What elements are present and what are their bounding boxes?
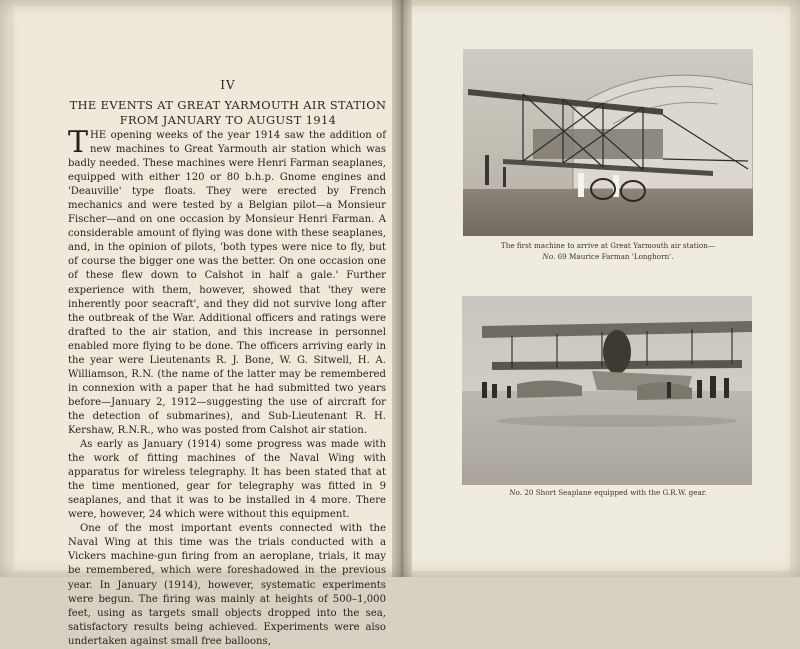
book-gutter (392, 0, 412, 577)
photo-short-seaplane (462, 296, 752, 485)
chapter-title-line2: FROM JANUARY TO AUGUST 1914 (119, 113, 337, 127)
photo1-caption-line1: The first machine to arrive at Great Yarmouth air station— (500, 241, 716, 250)
chapter-title-line1: THE EVENTS AT GREAT YARMOUTH AIR STATION (69, 98, 387, 112)
chapter-title (66, 98, 390, 128)
drop-cap: T (68, 125, 89, 160)
paragraph-1-text: HE opening weeks of the year 1914 saw the addition of new machines to Great Yarmouth air station which was badly needed. These machines were Henri Farman seaplanes, equipped with either 120 or 80 b.h.p. Gnome engines and 'Deauville' type floats. They were erected by French mechanics and were tested by a Belgian pilot—a Monsieur Fischer—and on one occasion by Monsieur Henri Farman. A considerable amount of flying was done with these seaplanes, and, in the opinion of pilots, 'both types were nice to fly, but of course the bigger one was the better. On one occasion one of these flew down to Calshot in half a gale.' Further experience with them, however, showed that 'they were inherently poor seacraft', and they did not survive long after the outbreak of the War. Additional officers and ratings were drafted to the air station, and this increase in personnel enabled more flying to be done. The officers arriving early in the year were Lieutenants R. J. Bone, W. G. Sitwell, H. A. Williamson, R.N. (the name of the latter may be remembered in connexion with a paper that he had submitted two years before—January 2, 1912—suggesting the use of aircraft for the detection of submarines), and Sub-Lieutenant R. H. Kershaw, R.N.R., who was posted from Calshot air station. (68, 130, 386, 436)
photo1-caption-text: 69 Maurice Farman 'Longhorn'. (555, 252, 674, 261)
seaplane-photo-image (462, 296, 752, 485)
paragraph-2: As early as January (1914) some progress was made with the work of fitting machines of the Naval Wing with apparatus for wireless telegraphy. It has been stated that at the time mentioned, gear for telegraphy was fitted in 9 seaplanes, and that it was to be installed in 4 more. There were, however, 24 which were without this equipment. (68, 439, 386, 521)
longhorn-photo-image (463, 49, 753, 236)
paragraph-3: One of the most important events connected with the Naval Wing at this time was the trials conducted with a Vickers machine-gun firing from an aeroplane, trials, it may be remembered, which were foreshadowed in the previous year. In January (1914), however, systematic experiments were begun. The firing was mainly at heights of 500–1,000 feet, using as targets small objects dropped into the sea, satisfactory results being achieved. Experiments were also undertaken against small free balloons, (68, 523, 386, 647)
photo2-caption (462, 488, 754, 497)
photo1-caption-line2 (462, 252, 754, 261)
chapter-number: IV (220, 78, 236, 92)
paragraph-1 (68, 125, 386, 438)
body-text (68, 125, 386, 649)
photo1-caption-number-prefix: No. (542, 252, 556, 261)
photo2-caption-number-prefix: No. (509, 488, 523, 497)
photo2-caption-text: 20 Short Seaplane equipped with the G.R.W. gear. (522, 488, 707, 497)
photo-maurice-farman-longhorn (463, 49, 753, 236)
